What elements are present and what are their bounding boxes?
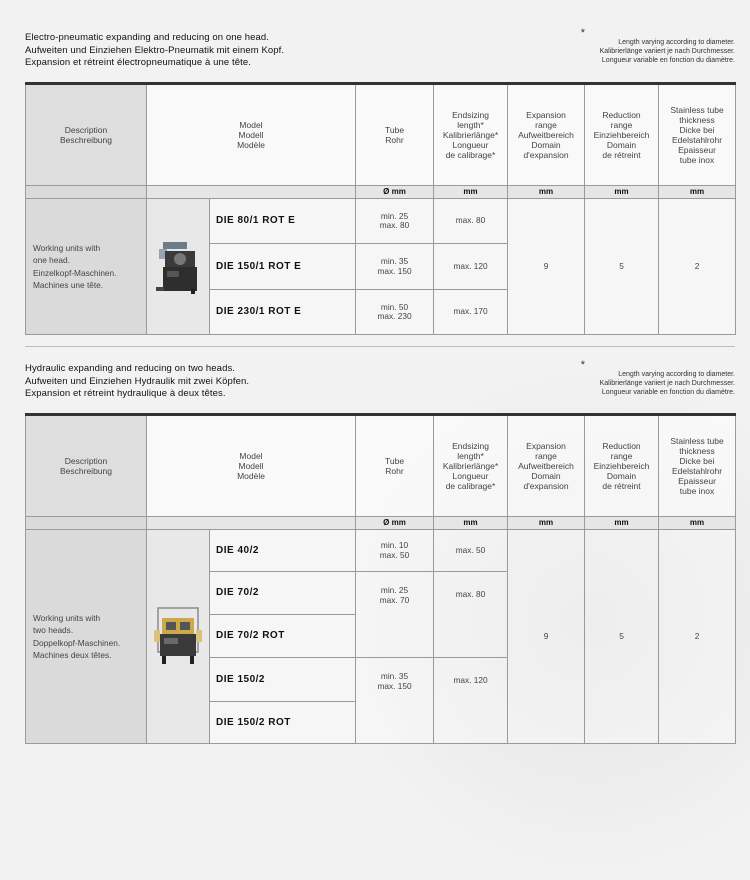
unit-reduction: mm <box>585 517 659 530</box>
header-model: Model Modell Modèle <box>147 84 356 186</box>
section-divider <box>25 346 735 347</box>
spec-table-two-heads <box>25 413 736 744</box>
tube-range: min. 25 max. 80 <box>356 199 434 244</box>
tube-range: min. 35 max. 150 <box>356 244 434 290</box>
unit-stainless: mm <box>659 186 736 199</box>
tube-range: min. 50 max. 230 <box>356 290 434 335</box>
endsizing-value: max. 50 <box>434 530 508 572</box>
unit-reduction: mm <box>585 186 659 199</box>
header-reduction: Reduction range Einziehbereich Domain de rétreint <box>585 84 659 186</box>
header-reduction: Reduction range Einziehbereich Domain de rétreint <box>585 415 659 517</box>
header-stainless: Stainless tube thickness Dicke bei Edelstahlrohr Epaisseur tube inox <box>659 84 736 186</box>
model-name: DIE 70/2 <box>210 572 356 615</box>
section-hydraulic <box>25 359 735 744</box>
unit-tube: Ø mm <box>356 517 434 530</box>
footnote <box>581 361 735 397</box>
section-title <box>25 32 284 70</box>
units-row <box>26 186 736 199</box>
unit-stainless: mm <box>659 517 736 530</box>
model-name: DIE 150/1 ROT E <box>210 244 356 290</box>
footnote-de: Kalibrierlänge variiert je nach Durchmesser. <box>599 380 735 387</box>
model-name: DIE 80/1 ROT E <box>210 199 356 244</box>
units-row <box>26 517 736 530</box>
header-expansion: Expansion range Aufweitbereich Domain d'expansion <box>508 84 585 186</box>
endsizing-value: max. 120 <box>434 244 508 290</box>
expansion-value: 9 <box>508 199 585 335</box>
endsizing-value: max. 120 <box>434 658 508 744</box>
tube-range: min. 35 max. 150 <box>356 658 434 744</box>
header-description: Description Beschreibung <box>26 84 147 186</box>
machine-illustration <box>152 604 204 670</box>
header-stainless: Stainless tube thickness Dicke bei Edelstahlrohr Epaisseur tube inox <box>659 415 736 517</box>
model-name: DIE 230/1 ROT E <box>210 290 356 335</box>
table-row <box>26 530 736 572</box>
header-endsizing: Endsizing length* Kalibrierlänge* Longueur de calibrage* <box>434 415 508 517</box>
reduction-value: 5 <box>585 530 659 744</box>
unit-endsizing: mm <box>434 517 508 530</box>
header-expansion: Expansion range Aufweitbereich Domain d'expansion <box>508 415 585 517</box>
header-tube: Tube Rohr <box>356 415 434 517</box>
footnote-star: * <box>580 359 585 371</box>
header-tube: Tube Rohr <box>356 84 434 186</box>
stainless-value: 2 <box>659 199 736 335</box>
unit-endsizing: mm <box>434 186 508 199</box>
title-en: Hydraulic expanding and reducing on two heads. <box>25 363 236 374</box>
footnote-en: Length varying according to diameter. <box>618 371 735 378</box>
title-fr: Expansion et rétreint hydraulique à deux têtes. <box>25 388 226 399</box>
model-name: DIE 150/2 <box>210 658 356 702</box>
unit-tube: Ø mm <box>356 186 434 199</box>
unit-expansion: mm <box>508 186 585 199</box>
header-description: Description Beschreibung <box>26 415 147 517</box>
header-row <box>26 415 736 517</box>
reduction-value: 5 <box>585 199 659 335</box>
machine-image-one-head <box>147 199 210 335</box>
model-name: DIE 70/2 ROT <box>210 615 356 658</box>
model-name: DIE 40/2 <box>210 530 356 572</box>
endsizing-value: max. 170 <box>434 290 508 335</box>
title-de: Aufweiten und Einziehen Elektro-Pneumatik mit einem Kopf. <box>25 44 285 56</box>
section-header <box>25 359 735 413</box>
unit-expansion: mm <box>508 517 585 530</box>
section-header <box>25 27 735 82</box>
stainless-value: 2 <box>659 530 736 744</box>
footnote-fr: Longueur variable en fonction du diamètre. <box>601 389 735 396</box>
footnote-de: Kalibrierlänge variiert je nach Durchmesser. <box>599 48 735 55</box>
model-name: DIE 150/2 ROT <box>210 702 356 744</box>
section-title <box>25 363 249 401</box>
header-endsizing: Endsizing length* Kalibrierlänge* Longueur de calibrage* <box>434 84 508 186</box>
title-en: Electro-pneumatic expanding and reducing on one head. <box>25 32 270 43</box>
footnote-fr: Longueur variable en fonction du diamètre. <box>601 57 735 64</box>
machine-illustration <box>153 237 203 297</box>
footnote-en: Length varying according to diameter. <box>618 39 735 46</box>
endsizing-value: max. 80 <box>434 572 508 658</box>
spec-table-one-head <box>25 82 736 335</box>
title-de: Aufweiten und Einziehen Hydraulik mit zwei Köpfen. <box>25 375 250 387</box>
endsizing-value: max. 80 <box>434 199 508 244</box>
section-electro-pneumatic <box>25 27 735 335</box>
row-description: Working units with one head. Einzelkopf-Maschinen. Machines une tête. <box>26 199 147 335</box>
machine-image-two-heads <box>147 530 210 744</box>
tube-range: min. 10 max. 50 <box>356 530 434 572</box>
header-model: Model Modell Modèle <box>147 415 356 517</box>
title-fr: Expansion et rétreint électropneumatique à une tête. <box>25 57 251 68</box>
expansion-value: 9 <box>508 530 585 744</box>
header-row <box>26 84 736 186</box>
table-row <box>26 199 736 244</box>
footnote <box>581 29 735 65</box>
tube-range: min. 25 max. 70 <box>356 572 434 658</box>
footnote-star: * <box>580 27 585 39</box>
row-description: Working units with two heads. Doppelkopf-Maschinen. Machines deux têtes. <box>26 530 147 744</box>
